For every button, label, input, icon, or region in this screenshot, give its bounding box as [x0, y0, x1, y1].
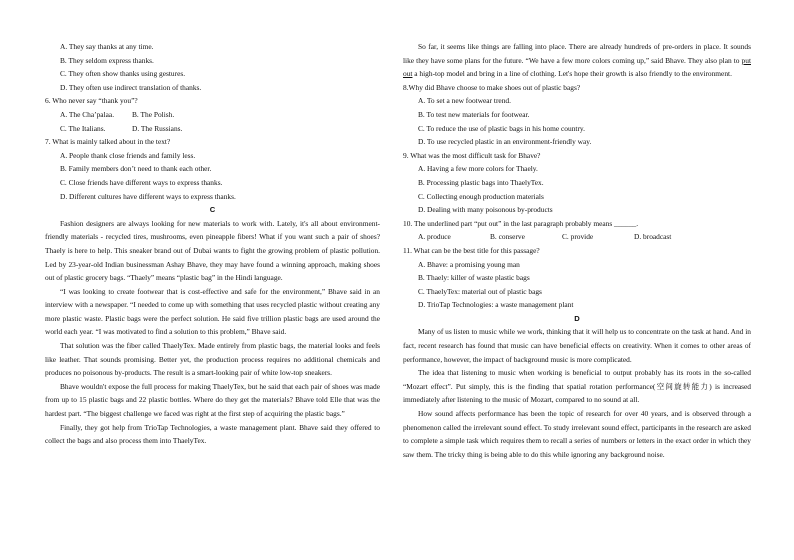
q5-option-c: C. They often show thanks using gestures.	[60, 69, 186, 79]
passage-c-paragraph-3: That solution was the fiber called ThaelyTex. Made entirely from plastic bags, the material looks and feels like leather. That sounds promising. Better yet, the production process requires no additional chemicals and produces no poisonous by-products. The result is a smart-looking pair of white low-top sneakers.	[45, 341, 380, 378]
q6-options-row-2	[45, 122, 380, 136]
left-column	[45, 40, 380, 448]
q9-option-c: C. Collecting enough production materials	[418, 191, 544, 201]
passage-d-paragraph-3: How sound affects performance has been the topic of research for over 40 years, and is observed through a phenomenon called the irrelevant sound effect. To study irrelevant sound effect, participants in the research are asked to complete a simple task which requires them to recall a series of numbers or letters in the exact order in which they saw them. The tricky thing is being able to do this while ignoring any background noise.	[403, 409, 751, 459]
passage-c-paragraph-5: Finally, they got help from TrioTap Technologies, a waste management plant. Bhave said they offered to collect the bags and also process them into ThaelyTex.	[45, 422, 380, 446]
q5-option-a: A. They say thanks at any time.	[60, 42, 154, 51]
underlined-phrase: put out	[403, 55, 751, 79]
q10-option-c: C. provide	[562, 232, 594, 242]
question-6: 6. Who never say “thank you”?	[45, 96, 138, 106]
q7-option-c: C. Close friends have different ways to express thanks.	[60, 177, 223, 187]
q11-option-c: C. ThaelyTex: material out of plastic bags	[418, 286, 542, 296]
passage-c-paragraph-4: Bhave wouldn't expose the full process for making ThaelyTex, but he said that each pair of shoes was made from up to 15 plastic bags and 22 plastic bottles. Where do they get the materials? Bhave told Elle that was the hardest part. “The biggest challenge we faced was right at the first step of acquiring the plastic bags.”	[45, 381, 380, 419]
passage-c-text-before: So far, it seems like things are falling into place. There are already hundreds of pre-orders in place. It sounds like they have some plans for the future. “We have a few more colors coming up,” said Bhave. They also plan to	[403, 42, 751, 65]
passage-c-paragraph-2: “I was looking to create footwear that is cost-effective and safe for the environment,” Bhave said in an interview with a newspaper. “I needed to come up with something that uses recycled plastic without creating any more plastic waste. Plastic bags were the perfect solution. He said five trillion plastic bags are used around the world each year. “I was motivated to find a solution to this problem,” Bhave said.	[45, 286, 380, 337]
q9-option-b: B. Processing plastic bags into ThaelyTex.	[418, 177, 544, 187]
passage-c-paragraph-1: Fashion designers are always looking for new materials to work with. Lately, it's all about environment-friendly materials - recycled tires, mushrooms, even pineapple fibers! What if you want such a pair of shoes? Thaely is here to help. This sneaker brand out of Dubai wants to fight the growing problem of plastic pollution. Led by 23-year-old Indian businessman Ashay Bhave, they may have found a winning approach, making shoes out of plastic grocery bags. “Thaely” means “plastic bag” in the Hindi language.	[45, 218, 380, 283]
q9-option-a: A. Having a few more colors for Thaely.	[418, 164, 538, 174]
q8-option-c: C. To reduce the use of plastic bags in his home country.	[418, 123, 585, 133]
q9-option-d: D. Dealing with many poisonous by-products	[418, 205, 553, 215]
q8-option-d: D. To use recycled plastic in an environment-friendly way.	[418, 137, 592, 147]
q5-option-d: D. They often use indirect translation of thanks.	[60, 82, 202, 92]
q8-option-a: A. To set a new footwear trend.	[418, 96, 511, 106]
q7-option-a: A. People thank close friends and family less.	[60, 150, 196, 160]
q5-option-b: B. They seldom express thanks.	[60, 55, 154, 65]
q10-option-b: B. conserve	[490, 232, 525, 242]
question-9: 9. What was the most difficult task for Bhave?	[403, 150, 541, 160]
question-8: 8.Why did Bhave choose to make shoes out of plastic bags?	[403, 82, 581, 92]
q8-option-b: B. To test new materials for footwear.	[418, 109, 530, 119]
q6-option-a: A. The Cha’palaa.	[60, 109, 115, 119]
q11-option-d: D. TrioTap Technologies: a waste management plant	[418, 300, 574, 310]
passage-d-paragraph-2: The idea that listening to music when working is beneficial to output probably has its roots in the so-called “Mozart effect”. Put simply, this is the finding that spatial rotation performance(空间旋转能力) is increased immediately after listening to the music of Mozart, compared to no sound at all.	[403, 368, 751, 405]
q10-options-row	[403, 230, 751, 244]
question-11: 11. What can be the best title for this passage?	[403, 245, 540, 255]
q6-options-row-1	[45, 108, 380, 122]
question-7: 7. What is mainly talked about in the text?	[45, 137, 171, 147]
right-column	[403, 40, 751, 461]
q10-option-a: A. produce	[418, 232, 451, 242]
q6-option-c: C. The Italians.	[60, 123, 106, 133]
q11-option-b: B. Thaely: killer of waste plastic bags	[418, 273, 530, 283]
q6-option-d: D. The Russians.	[132, 123, 183, 133]
passage-c-text-after: a high-top model and bring in a line of clothing. Let's hope their growth is also friendly to the environment.	[412, 69, 732, 79]
passage-c-paragraph-6	[403, 40, 751, 81]
question-10: 10. The underlined part “put out” in the last paragraph probably means ______.	[403, 218, 639, 228]
q7-option-d: D. Different cultures have different ways to express thanks.	[60, 191, 236, 201]
q11-option-a: A. Bhave: a promising young man	[418, 259, 520, 269]
q7-option-b: B. Family members don’t need to thank each other.	[60, 164, 212, 174]
section-heading-c: C	[209, 205, 216, 215]
section-heading-d: D	[574, 313, 580, 323]
q10-option-d: D. broadcast	[634, 232, 672, 242]
passage-d-paragraph-1: Many of us listen to music while we work, thinking that it will help us to concentrate on the task at hand. And in fact, recent research has found that music can have beneficial effects on creativity. When it comes to other areas of performance, however, the impact of background music is more complicated.	[403, 327, 751, 364]
q6-option-b: B. The Polish.	[132, 109, 175, 119]
